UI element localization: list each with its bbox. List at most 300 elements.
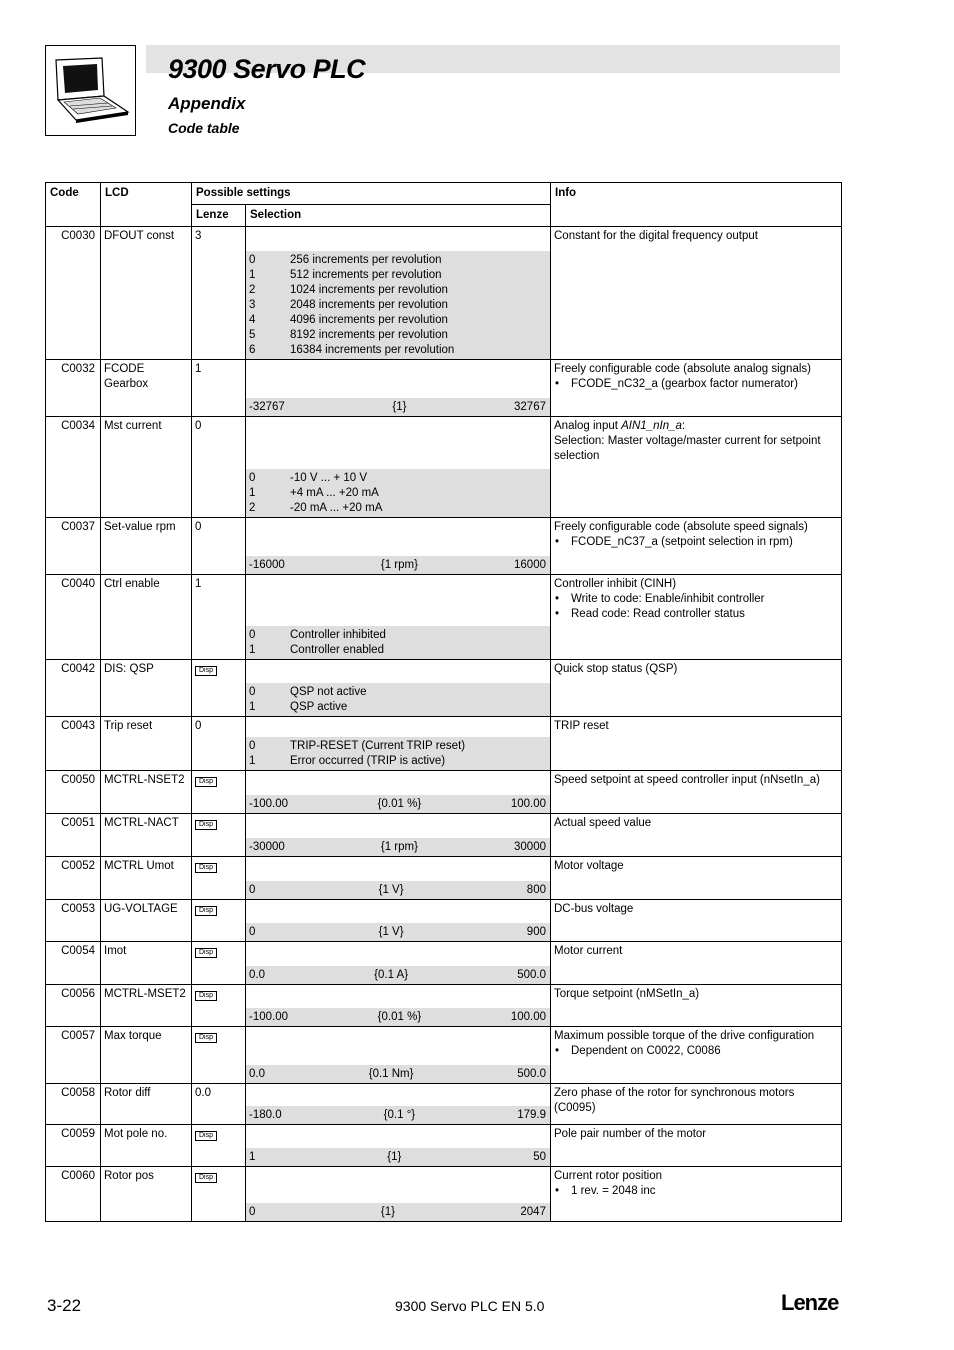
code-cell bbox=[46, 814, 101, 857]
table-row bbox=[46, 985, 842, 1027]
lenze-value: 0 bbox=[195, 420, 202, 432]
lcd-cell bbox=[101, 518, 192, 575]
option-number: 2 bbox=[249, 284, 256, 296]
code-value: C0054 bbox=[61, 945, 95, 957]
lenze-cell bbox=[192, 417, 246, 518]
option-number: 1 bbox=[249, 269, 256, 281]
lenze-cell bbox=[192, 575, 246, 660]
lcd-value: DIS: QSP bbox=[104, 663, 154, 675]
selection-option bbox=[249, 283, 546, 298]
lenze-cell bbox=[192, 717, 246, 771]
lcd-value: FCODE Gearbox bbox=[104, 363, 149, 390]
selection-range bbox=[246, 966, 550, 984]
table-row bbox=[46, 1027, 842, 1084]
option-label: 256 increments per revolution bbox=[290, 254, 442, 266]
bullet-text: Dependent on C0022, C0086 bbox=[571, 1045, 721, 1057]
option-label: Controller inhibited bbox=[290, 629, 386, 641]
selection-options bbox=[246, 737, 550, 770]
code-cell bbox=[46, 1027, 101, 1084]
info-text: Motor voltage bbox=[554, 860, 624, 872]
info-text-suffix: : bbox=[681, 420, 686, 432]
disp-badge: Disp bbox=[195, 1033, 217, 1043]
range-min: 0 bbox=[249, 926, 256, 938]
option-number: 0 bbox=[249, 740, 256, 752]
lenze-cell bbox=[192, 942, 246, 985]
code-value: C0032 bbox=[61, 363, 95, 375]
range-min: 0.0 bbox=[249, 969, 265, 981]
info-cell bbox=[551, 717, 842, 771]
code-value: C0058 bbox=[61, 1087, 95, 1099]
lenze-cell bbox=[192, 771, 246, 814]
option-label: 1024 increments per revolution bbox=[290, 284, 448, 296]
info-text: Freely configurable code (absolute speed signals) bbox=[554, 521, 808, 533]
lcd-value: Set-value rpm bbox=[104, 521, 176, 533]
lcd-cell bbox=[101, 857, 192, 900]
range-min: 0.0 bbox=[249, 1068, 265, 1080]
lcd-value: Max torque bbox=[104, 1030, 162, 1042]
lenze-cell bbox=[192, 518, 246, 575]
info-text: TRIP reset bbox=[554, 720, 609, 732]
lcd-cell bbox=[101, 985, 192, 1027]
range-step: {0.1 A} bbox=[374, 969, 409, 981]
lenze-cell bbox=[192, 900, 246, 942]
lcd-value: Rotor pos bbox=[104, 1170, 154, 1182]
lcd-value: UG-VOLTAGE bbox=[104, 903, 178, 915]
option-label: Controller enabled bbox=[290, 644, 384, 656]
selection-option bbox=[249, 754, 546, 769]
range-step: {1 V} bbox=[378, 884, 404, 896]
option-number: 0 bbox=[249, 629, 256, 641]
selection-option bbox=[249, 685, 546, 700]
info-cell bbox=[551, 575, 842, 660]
selection-cell bbox=[246, 518, 551, 575]
selection-cell bbox=[246, 1167, 551, 1222]
selection-cell bbox=[246, 1084, 551, 1125]
code-cell bbox=[46, 518, 101, 575]
info-cell bbox=[551, 771, 842, 814]
lenze-cell bbox=[192, 1167, 246, 1222]
info-bullet bbox=[554, 1184, 838, 1199]
selection-cell bbox=[246, 814, 551, 857]
selection-cell bbox=[246, 360, 551, 417]
selection-option bbox=[249, 700, 546, 715]
info-text: Zero phase of the rotor for synchronous motors (C0095) bbox=[554, 1087, 795, 1114]
selection-range bbox=[246, 1148, 550, 1166]
code-cell bbox=[46, 360, 101, 417]
info-text: Freely configurable code (absolute analog signals) bbox=[554, 363, 811, 375]
header-possible-settings: Possible settings bbox=[192, 183, 551, 205]
option-number: 0 bbox=[249, 472, 256, 484]
lcd-cell bbox=[101, 417, 192, 518]
footer-doc-title: 9300 Servo PLC EN 5.0 bbox=[395, 1298, 545, 1314]
table-row bbox=[46, 814, 842, 857]
table-row bbox=[46, 417, 842, 518]
bullet-icon: • bbox=[555, 1045, 560, 1057]
info-bullet bbox=[554, 607, 838, 622]
option-label: QSP active bbox=[290, 701, 348, 713]
option-label: 2048 increments per revolution bbox=[290, 299, 448, 311]
disp-badge: Disp bbox=[195, 863, 217, 873]
lcd-value: Imot bbox=[104, 945, 127, 957]
info-text: Torque setpoint (nMSetIn_a) bbox=[554, 988, 700, 1000]
range-max: 800 bbox=[526, 884, 546, 896]
code-cell bbox=[46, 717, 101, 771]
lcd-value: DFOUT const bbox=[104, 230, 175, 242]
code-value: C0056 bbox=[61, 988, 95, 1000]
option-label: Error occurred (TRIP is active) bbox=[290, 755, 446, 767]
selection-options bbox=[246, 683, 550, 716]
selection-option bbox=[249, 268, 546, 283]
option-number: 3 bbox=[249, 299, 256, 311]
page-title: 9300 Servo PLC bbox=[168, 54, 366, 84]
selection-range bbox=[246, 1008, 550, 1026]
lcd-cell bbox=[101, 660, 192, 717]
range-step: {1 rpm} bbox=[380, 841, 418, 853]
range-step: {1 V} bbox=[378, 926, 404, 938]
lcd-value: MCTRL-MSET2 bbox=[104, 988, 186, 1000]
info-bullet bbox=[554, 377, 838, 392]
info-cell bbox=[551, 360, 842, 417]
range-max: 50 bbox=[533, 1151, 546, 1163]
range-min: -16000 bbox=[249, 559, 285, 571]
option-number: 1 bbox=[249, 701, 256, 713]
table-row bbox=[46, 1084, 842, 1125]
code-value: C0051 bbox=[61, 817, 95, 829]
selection-cell bbox=[246, 227, 551, 360]
lcd-cell bbox=[101, 942, 192, 985]
range-step: {0.1 °} bbox=[383, 1109, 416, 1121]
option-label: -10 V ... + 10 V bbox=[290, 472, 368, 484]
lcd-cell bbox=[101, 717, 192, 771]
code-value: C0050 bbox=[61, 774, 95, 786]
disp-badge: Disp bbox=[195, 820, 217, 830]
range-min: 1 bbox=[249, 1151, 256, 1163]
option-label: TRIP-RESET (Current TRIP reset) bbox=[290, 740, 466, 752]
selection-option bbox=[249, 328, 546, 343]
header-info: Info bbox=[551, 183, 842, 227]
range-max: 500.0 bbox=[517, 1068, 546, 1080]
selection-option bbox=[249, 253, 546, 268]
option-number: 1 bbox=[249, 755, 256, 767]
lenze-cell bbox=[192, 1125, 246, 1167]
laptop-icon bbox=[46, 46, 135, 135]
range-step: {1} bbox=[392, 401, 407, 413]
code-table bbox=[45, 182, 842, 1222]
info-bullet bbox=[554, 592, 838, 607]
lenze-value: 0.0 bbox=[195, 1087, 211, 1099]
section-title: Appendix bbox=[168, 94, 246, 113]
info-text: Current rotor position bbox=[554, 1170, 663, 1182]
option-number: 2 bbox=[249, 502, 256, 514]
disp-badge: Disp bbox=[195, 1173, 217, 1183]
code-value: C0059 bbox=[61, 1128, 95, 1140]
selection-range bbox=[246, 1106, 550, 1124]
info-cell bbox=[551, 900, 842, 942]
option-label: +4 mA ... +20 mA bbox=[290, 487, 379, 499]
lenze-cell bbox=[192, 1027, 246, 1084]
lcd-value: MCTRL Umot bbox=[104, 860, 174, 872]
option-label: -20 mA ... +20 mA bbox=[290, 502, 383, 514]
lenze-cell bbox=[192, 660, 246, 717]
code-cell bbox=[46, 660, 101, 717]
selection-cell bbox=[246, 942, 551, 985]
range-min: -100.00 bbox=[249, 798, 289, 810]
header-lcd: LCD bbox=[101, 183, 192, 227]
range-min: 0 bbox=[249, 1206, 256, 1218]
info-text: Speed setpoint at speed controller input (nNsetIn_a) bbox=[554, 774, 820, 786]
header-code: Code bbox=[46, 183, 101, 227]
range-step: {0.01 %} bbox=[377, 1011, 422, 1023]
lcd-cell bbox=[101, 1027, 192, 1084]
lcd-value: Rotor diff bbox=[104, 1087, 151, 1099]
range-min: -32767 bbox=[249, 401, 285, 413]
laptop-logo-box bbox=[45, 45, 136, 136]
table-row bbox=[46, 857, 842, 900]
selection-cell bbox=[246, 1027, 551, 1084]
lcd-value: Trip reset bbox=[104, 720, 153, 732]
info-cell bbox=[551, 1027, 842, 1084]
bullet-text: FCODE_nC32_a (gearbox factor numerator) bbox=[571, 378, 798, 390]
disp-badge: Disp bbox=[195, 991, 217, 1001]
page-number: 3-22 bbox=[47, 1296, 82, 1315]
info-text: DC-bus voltage bbox=[554, 903, 634, 915]
table-row bbox=[46, 660, 842, 717]
code-value: C0057 bbox=[61, 1030, 95, 1042]
range-min: 0 bbox=[249, 884, 256, 896]
selection-range bbox=[246, 795, 550, 813]
selection-cell bbox=[246, 900, 551, 942]
bullet-icon: • bbox=[555, 1185, 560, 1197]
lcd-value: MCTRL-NACT bbox=[104, 817, 179, 829]
option-number: 4 bbox=[249, 314, 256, 326]
selection-option bbox=[249, 486, 546, 501]
info-text: Constant for the digital frequency output bbox=[554, 230, 758, 242]
option-label: QSP not active bbox=[290, 686, 367, 698]
code-cell bbox=[46, 575, 101, 660]
table-row bbox=[46, 717, 842, 771]
code-cell bbox=[46, 227, 101, 360]
disp-badge: Disp bbox=[195, 1131, 217, 1141]
selection-option bbox=[249, 739, 546, 754]
range-max: 900 bbox=[526, 926, 546, 938]
lcd-cell bbox=[101, 814, 192, 857]
table-row bbox=[46, 900, 842, 942]
bullet-icon: • bbox=[555, 378, 560, 390]
info-cell bbox=[551, 1125, 842, 1167]
selection-option bbox=[249, 343, 546, 358]
code-cell bbox=[46, 942, 101, 985]
option-number: 1 bbox=[249, 487, 256, 499]
table-row bbox=[46, 575, 842, 660]
bullet-text: FCODE_nC37_a (setpoint selection in rpm) bbox=[571, 536, 793, 548]
info-cell bbox=[551, 1084, 842, 1125]
table-row bbox=[46, 360, 842, 417]
bullet-icon: • bbox=[555, 608, 560, 620]
lcd-value: Mot pole no. bbox=[104, 1128, 168, 1140]
lenze-value: 1 bbox=[195, 578, 202, 590]
bullet-text: 1 rev. = 2048 inc bbox=[571, 1185, 656, 1197]
option-number: 6 bbox=[249, 344, 256, 356]
lenze-cell bbox=[192, 360, 246, 417]
selection-range bbox=[246, 881, 550, 899]
lenze-value: 3 bbox=[195, 230, 202, 242]
info-text: Actual speed value bbox=[554, 817, 652, 829]
selection-cell bbox=[246, 660, 551, 717]
info-bullet bbox=[554, 535, 838, 550]
code-value: C0030 bbox=[61, 230, 95, 242]
option-number: 5 bbox=[249, 329, 256, 341]
info-cell bbox=[551, 814, 842, 857]
selection-option bbox=[249, 298, 546, 313]
lenze-value: 1 bbox=[195, 363, 202, 375]
selection-range bbox=[246, 556, 550, 574]
info-bullet bbox=[554, 1044, 838, 1059]
selection-cell bbox=[246, 717, 551, 771]
range-min: -100.00 bbox=[249, 1011, 289, 1023]
lcd-cell bbox=[101, 1125, 192, 1167]
selection-options bbox=[246, 469, 550, 517]
lenze-logo: Lenze bbox=[781, 1290, 839, 1315]
range-max: 16000 bbox=[514, 559, 546, 571]
range-min: -180.0 bbox=[249, 1109, 282, 1121]
disp-badge: Disp bbox=[195, 948, 217, 958]
table-row bbox=[46, 227, 842, 360]
code-value: C0037 bbox=[61, 521, 95, 533]
code-value: C0052 bbox=[61, 860, 95, 872]
option-label: 8192 increments per revolution bbox=[290, 329, 448, 341]
code-cell bbox=[46, 857, 101, 900]
info-text: Motor current bbox=[554, 945, 623, 957]
table-row bbox=[46, 942, 842, 985]
lenze-cell bbox=[192, 227, 246, 360]
info-text: Quick stop status (QSP) bbox=[554, 663, 678, 675]
lcd-cell bbox=[101, 1167, 192, 1222]
code-value: C0042 bbox=[61, 663, 95, 675]
info-cell bbox=[551, 1167, 842, 1222]
option-number: 0 bbox=[249, 254, 256, 266]
selection-option bbox=[249, 628, 546, 643]
selection-cell bbox=[246, 575, 551, 660]
selection-option bbox=[249, 501, 546, 516]
range-step: {1 rpm} bbox=[380, 559, 418, 571]
range-max: 179.9 bbox=[517, 1109, 546, 1121]
selection-cell bbox=[246, 857, 551, 900]
selection-range bbox=[246, 838, 550, 856]
selection-cell bbox=[246, 417, 551, 518]
range-step: {0.1 Nm} bbox=[368, 1068, 414, 1080]
disp-badge: Disp bbox=[195, 777, 217, 787]
option-label: 16384 increments per revolution bbox=[290, 344, 455, 356]
selection-range bbox=[246, 923, 550, 941]
selection-cell bbox=[246, 771, 551, 814]
range-step: {1} bbox=[387, 1151, 402, 1163]
range-step: {1} bbox=[380, 1206, 395, 1218]
selection-option bbox=[249, 471, 546, 486]
lcd-cell bbox=[101, 1084, 192, 1125]
lenze-cell bbox=[192, 985, 246, 1027]
lcd-cell bbox=[101, 360, 192, 417]
header-selection: Selection bbox=[246, 205, 551, 227]
lcd-cell bbox=[101, 900, 192, 942]
info-cell bbox=[551, 518, 842, 575]
info-text: Pole pair number of the motor bbox=[554, 1128, 707, 1140]
info-text: Controller inhibit (CINH) bbox=[554, 578, 677, 590]
range-max: 32767 bbox=[514, 401, 546, 413]
info-text: Maximum possible torque of the drive configuration bbox=[554, 1030, 815, 1042]
code-cell bbox=[46, 1167, 101, 1222]
lenze-value: 0 bbox=[195, 521, 202, 533]
selection-option bbox=[249, 643, 546, 658]
info-cell bbox=[551, 857, 842, 900]
code-value: C0060 bbox=[61, 1170, 95, 1182]
option-number: 0 bbox=[249, 686, 256, 698]
range-min: -30000 bbox=[249, 841, 285, 853]
info-cell bbox=[551, 227, 842, 360]
lenze-cell bbox=[192, 857, 246, 900]
selection-range bbox=[246, 1065, 550, 1083]
lcd-value: Ctrl enable bbox=[104, 578, 160, 590]
info-signal-name: AIN1_nIn_a bbox=[621, 420, 682, 432]
option-number: 1 bbox=[249, 644, 256, 656]
range-max: 100.00 bbox=[510, 798, 546, 810]
table-row bbox=[46, 771, 842, 814]
lenze-cell bbox=[192, 814, 246, 857]
info-text: Analog input bbox=[554, 420, 622, 432]
info-cell bbox=[551, 985, 842, 1027]
selection-options bbox=[246, 251, 550, 359]
lcd-cell bbox=[101, 575, 192, 660]
option-label: 512 increments per revolution bbox=[290, 269, 442, 281]
disp-badge: Disp bbox=[195, 666, 217, 676]
table-row bbox=[46, 1125, 842, 1167]
range-max: 30000 bbox=[514, 841, 546, 853]
range-step: {0.01 %} bbox=[377, 798, 422, 810]
info-line-2: Selection: Master voltage/master current for setpoint selection bbox=[554, 435, 821, 462]
bullet-text: Write to code: Enable/inhibit controller bbox=[571, 593, 765, 605]
subsection-title: Code table bbox=[168, 120, 240, 136]
selection-range bbox=[246, 398, 550, 416]
bullet-text: Read code: Read controller status bbox=[571, 608, 745, 620]
lenze-cell bbox=[192, 1084, 246, 1125]
lcd-cell bbox=[101, 771, 192, 814]
info-line bbox=[554, 419, 838, 434]
code-cell bbox=[46, 417, 101, 518]
code-cell bbox=[46, 1125, 101, 1167]
selection-cell bbox=[246, 985, 551, 1027]
selection-cell bbox=[246, 1125, 551, 1167]
bullet-icon: • bbox=[555, 536, 560, 548]
info-cell bbox=[551, 660, 842, 717]
selection-range bbox=[246, 1203, 550, 1221]
code-value: C0053 bbox=[61, 903, 95, 915]
lenze-value: 0 bbox=[195, 720, 202, 732]
code-value: C0034 bbox=[61, 420, 95, 432]
code-cell bbox=[46, 900, 101, 942]
range-max: 500.0 bbox=[517, 969, 546, 981]
disp-badge: Disp bbox=[195, 906, 217, 916]
lcd-value: Mst current bbox=[104, 420, 162, 432]
lcd-cell bbox=[101, 227, 192, 360]
range-max: 2047 bbox=[520, 1206, 546, 1218]
option-label: 4096 increments per revolution bbox=[290, 314, 448, 326]
bullet-icon: • bbox=[555, 593, 560, 605]
selection-option bbox=[249, 313, 546, 328]
range-max: 100.00 bbox=[510, 1011, 546, 1023]
info-cell bbox=[551, 417, 842, 518]
code-value: C0040 bbox=[61, 578, 95, 590]
table-row bbox=[46, 518, 842, 575]
code-cell bbox=[46, 985, 101, 1027]
